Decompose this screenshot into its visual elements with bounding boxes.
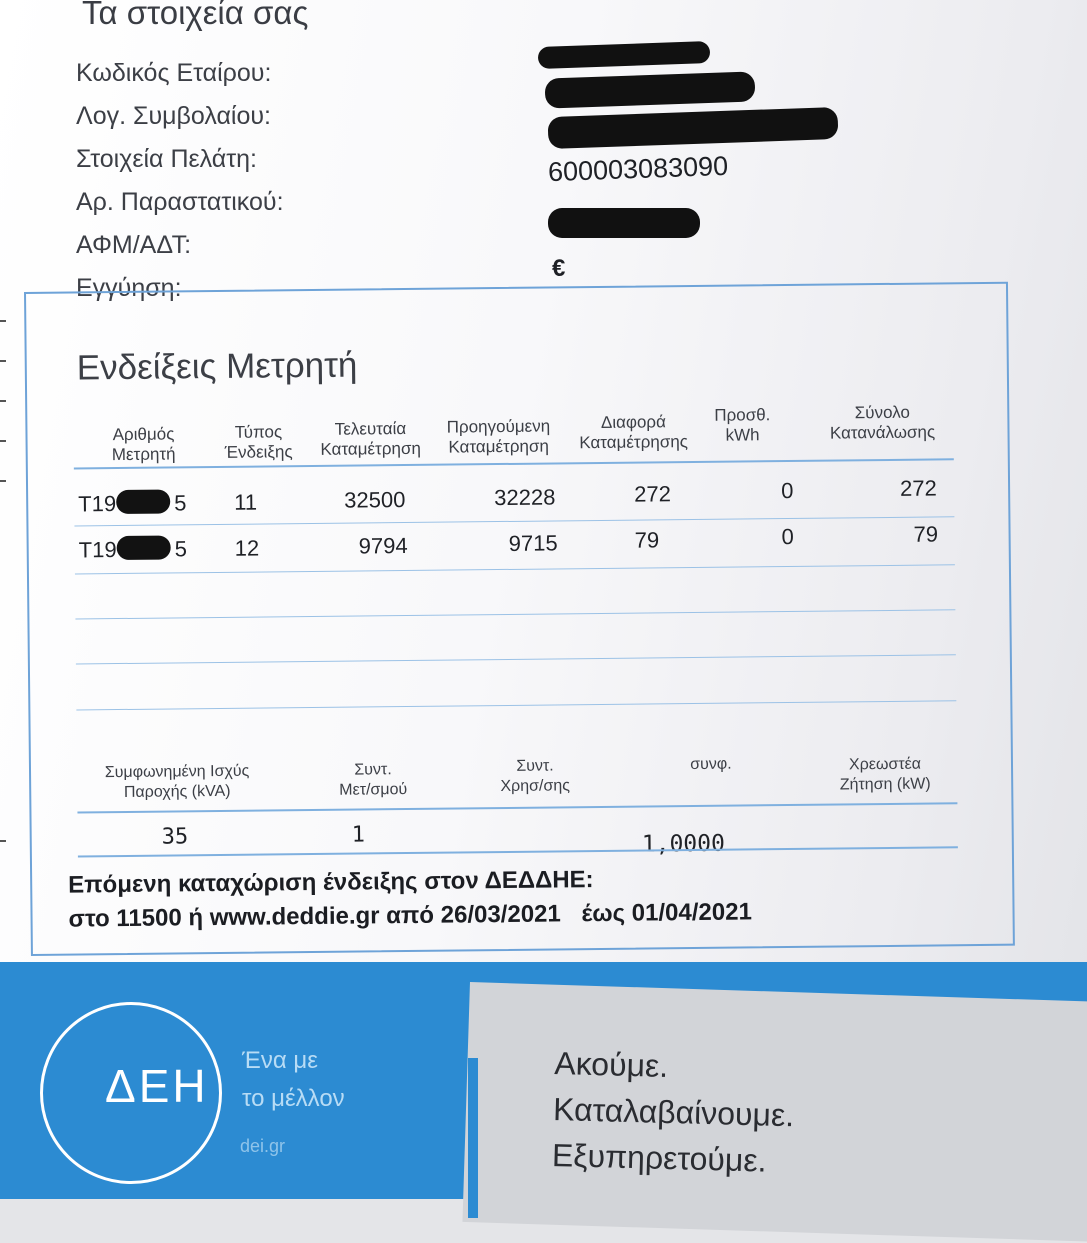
customer-info-title: Τα στοιχεία σας — [82, 0, 309, 31]
footer-banner — [0, 962, 1087, 1199]
total-consumption: 272 — [899, 475, 937, 501]
meter-coefficient-value: 1 — [351, 822, 366, 848]
meter-number-prefix: T19 — [78, 537, 117, 563]
reading-difference: 79 — [634, 527, 660, 553]
power-factor-value: 1,0000 — [641, 830, 726, 858]
next-reading-from-date: 26/03/2021 — [440, 900, 561, 929]
guarantee-label: Εγγύηση: — [76, 274, 182, 302]
col-header-meter-coefficient: Συντ. Μετ/σμού — [339, 761, 408, 799]
col-header-previous-reading: Προηγούμενη Καταμέτρηση — [446, 416, 551, 457]
next-reading-until: έως — [581, 899, 626, 928]
col-header-chargeable-demand: Χρεωστέα Ζήτηση (kW) — [839, 755, 931, 794]
footer-panel-notch — [468, 1058, 478, 1218]
dei-website: dei.gr — [240, 1136, 286, 1156]
added-kwh: 0 — [780, 477, 794, 504]
col-header-added-kwh: Προσθ. kWh — [714, 405, 771, 445]
added-kwh: 0 — [781, 523, 794, 550]
row-divider — [74, 516, 954, 526]
empty-row-divider — [75, 609, 955, 619]
next-reading-notice-line2 — [68, 898, 752, 933]
next-reading-to-date: 01/04/2021 — [631, 898, 752, 927]
header-divider — [74, 458, 954, 469]
redacted-meter-digits — [117, 535, 171, 560]
last-reading: 32500 — [344, 487, 406, 513]
meter-readings-title: Ενδείξεις Μετρητή — [76, 345, 358, 388]
slogan-line-2: το μέλλον — [242, 1085, 345, 1112]
next-reading-instructions: στο 11500 ή www.deddie.gr από — [68, 901, 435, 933]
col-header-power-factor: συνφ. — [690, 755, 732, 774]
dei-logo-text: ΔΕΗ — [105, 1060, 209, 1112]
meter-number-prefix: T19 — [78, 491, 117, 517]
col-header-total-consumption: Σύνολο Κατανάλωσης — [829, 402, 936, 443]
total-consumption: 79 — [913, 521, 939, 547]
customer-details-label: Στοιχεία Πελάτη: — [76, 145, 257, 173]
redacted-meter-digits — [116, 489, 170, 514]
meter-number-suffix: 5 — [174, 490, 187, 516]
tagline-understand: Καταλαβαίνουμε. — [552, 1090, 795, 1134]
redacted-partner-code — [538, 41, 711, 69]
redacted-tax-id — [548, 208, 700, 238]
col-header-last-reading: Τελευταία Καταμέτρηση — [320, 419, 421, 459]
customer-info-labels — [76, 56, 284, 314]
redacted-customer-details — [548, 107, 839, 149]
dei-logo-icon — [40, 1002, 222, 1184]
col-header-usage-coefficient: Συντ. Χρησ/σης — [500, 757, 571, 796]
next-reading-notice-line1: Επόμενη καταχώριση ένδειξης στον ΔΕΔΔΗΕ: — [68, 866, 594, 899]
tax-id-label: ΑΦΜ/ΑΔΤ: — [76, 231, 192, 259]
previous-reading: 9715 — [508, 530, 558, 556]
redacted-contract-account — [545, 71, 756, 108]
tagline-serve: Εξυπηρετούμε. — [551, 1136, 767, 1179]
empty-row-divider — [76, 654, 956, 664]
invoice-number-label: Αρ. Παραστατικού: — [76, 188, 284, 216]
contract-account-label: Λογ. Συμβολαίου: — [76, 102, 271, 130]
reading-type: 12 — [234, 535, 260, 561]
meter-readings-panel — [24, 282, 1015, 956]
guarantee-value: € — [552, 255, 566, 282]
col-header-meter-number: Αριθμός Μετρητή — [111, 424, 176, 465]
tagline — [551, 1040, 796, 1184]
last-reading: 9794 — [358, 532, 408, 559]
empty-row-divider — [76, 700, 956, 710]
meter-number-suffix: 5 — [174, 536, 188, 562]
previous-reading: 32228 — [494, 484, 556, 511]
reading-type: 11 — [234, 489, 258, 515]
tagline-listen: Ακούμε. — [553, 1044, 669, 1084]
invoice-number-value: 600003083090 — [547, 150, 729, 188]
col-header-reading-type: Τύπος Ένδειξης — [224, 422, 293, 462]
slogan-line-1: Ένα με — [242, 1047, 318, 1074]
agreed-power-value: 35 — [161, 824, 189, 850]
contract-header-divider — [77, 802, 957, 813]
row-divider — [75, 564, 955, 574]
col-header-agreed-power: Συμφωνημένη Ισχύς Παροχής (kVA) — [104, 762, 250, 801]
page-edge-marks — [0, 320, 8, 920]
reading-difference: 272 — [634, 481, 671, 507]
contract-value-divider — [78, 846, 958, 857]
slogan — [242, 1042, 345, 1118]
partner-code-label: Κωδικός Εταίρου: — [76, 59, 272, 87]
col-header-reading-difference: Διαφορά Καταμέτρησης — [579, 412, 689, 453]
